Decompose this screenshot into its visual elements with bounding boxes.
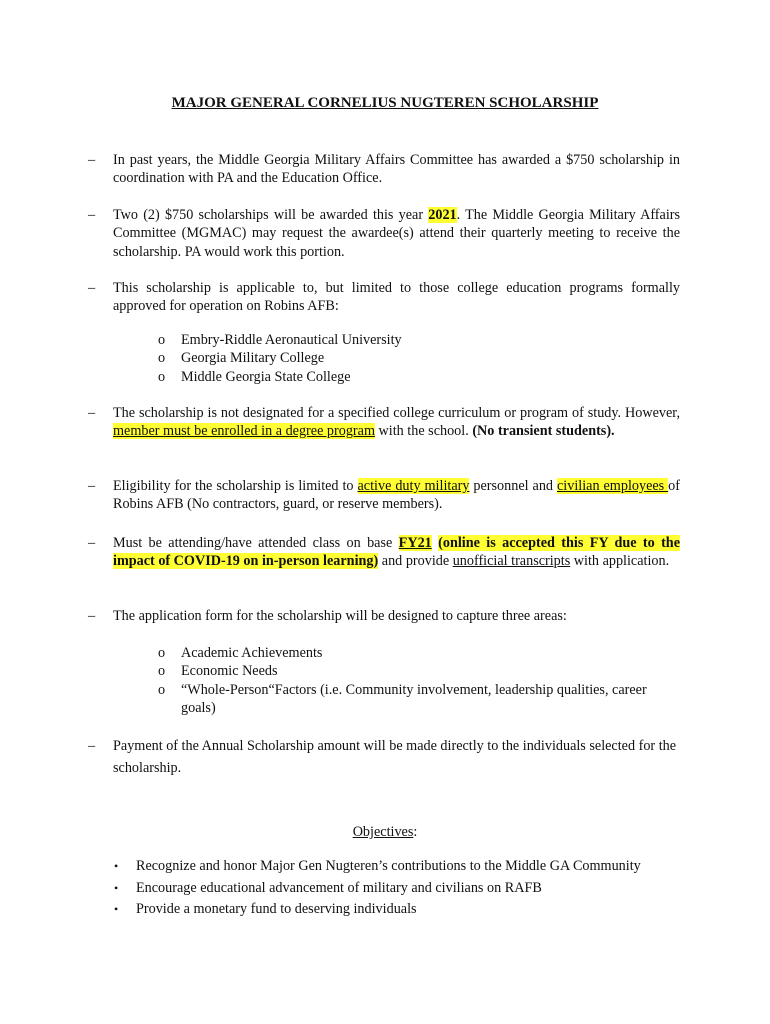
- dash-bullet: –: [88, 478, 96, 494]
- paragraph-text: The scholarship is not designated for a specified college curriculum or program of study. However,: [113, 405, 680, 421]
- objective-text: Provide a monetary fund to deserving individuals: [136, 901, 417, 917]
- paragraph-text: personnel and: [469, 478, 557, 494]
- paragraph-text: The application form for the scholarship will be designed to capture three areas:: [113, 608, 567, 624]
- paragraph-payment: [88, 735, 683, 779]
- list-item: [158, 368, 681, 386]
- paragraph-text: Payment of the Annual Scholarship amount will be made directly to the individuals selected for the scholarship.: [113, 738, 677, 776]
- list-item: [158, 644, 681, 662]
- page-title: MAJOR GENERAL CORNELIUS NUGTEREN SCHOLARSHIP: [171, 95, 599, 111]
- paragraph-application-form: [88, 607, 680, 625]
- dash-bullet: –: [88, 152, 96, 168]
- paragraph-past-years: [88, 151, 680, 188]
- objectives-heading: [0, 823, 770, 841]
- highlight-active-duty: active duty military: [357, 478, 470, 494]
- objectives-colon: :: [413, 824, 418, 840]
- objectives-title: Objectives: [352, 824, 414, 840]
- paragraph-text: Two (2) $750 scholarships will be awarded this year: [113, 207, 429, 223]
- objectives-list: [114, 857, 696, 922]
- list-item: [158, 662, 681, 680]
- paragraph-text: . The Middle Georgia Military Affairs Committee (MGMAC) may request the awardee(s) attend their quarterly meeting to receive the scholarship. PA would work this portion.: [113, 207, 681, 260]
- paragraph-text: Eligibility for the scholarship is limited to: [113, 478, 358, 494]
- underline-transcripts: unofficial transcripts: [452, 553, 571, 570]
- list-item: [114, 879, 696, 901]
- bullet-dot: •: [114, 859, 119, 873]
- circle-bullet: o: [158, 368, 166, 385]
- paragraph-eligibility: [88, 477, 680, 514]
- circle-bullet: o: [158, 663, 166, 680]
- circle-bullet: o: [158, 645, 166, 661]
- highlight-civilian-employees: civilian employees: [557, 478, 669, 494]
- dash-bullet: –: [88, 207, 96, 223]
- paragraph-text: with the school.: [374, 423, 473, 440]
- paragraph-text: of Robins AFB (No contractors, guard, or reserve members).: [113, 478, 680, 513]
- circle-bullet: o: [158, 681, 166, 698]
- areas-list: [158, 644, 681, 718]
- list-item: [158, 681, 681, 718]
- bullet-dot: •: [114, 902, 119, 916]
- paragraph-curriculum: [88, 404, 680, 441]
- highlight-degree-program: member must be enrolled in a degree program: [113, 423, 375, 440]
- paragraph-text: This scholarship is applicable to, but limited to those college education programs formally approved for operation on Robins AFB:: [113, 280, 680, 315]
- area-name: “Whole-Person“Factors (i.e. Community involvement, leadership qualities, career goals): [181, 681, 647, 717]
- paragraph-two-scholarships: [88, 206, 681, 261]
- paragraph-applicable: [88, 279, 680, 316]
- school-name: Embry-Riddle Aeronautical University: [181, 332, 402, 348]
- objective-text: Recognize and honor Major Gen Nugteren’s contributions to the Middle GA Community: [136, 858, 641, 874]
- bold-no-transient: (No transient students).: [472, 423, 615, 440]
- paragraph-text: with application.: [570, 553, 670, 570]
- paragraph-attending: [88, 534, 680, 571]
- area-name: Economic Needs: [181, 663, 278, 680]
- area-name: Academic Achievements: [181, 645, 323, 661]
- dash-bullet: –: [88, 535, 96, 551]
- paragraph-text: Must be attending/have attended class on base: [113, 535, 399, 551]
- list-item: [114, 857, 696, 879]
- objective-text: Encourage educational advancement of military and civilians on RAFB: [136, 879, 542, 896]
- dash-bullet: –: [88, 405, 96, 421]
- dash-bullet: –: [88, 280, 96, 296]
- circle-bullet: o: [158, 332, 166, 348]
- school-name: Georgia Military College: [181, 350, 325, 367]
- dash-bullet: –: [88, 738, 96, 754]
- highlight-year: 2021: [428, 207, 457, 223]
- paragraph-text: and provide: [378, 553, 453, 570]
- paragraph-text: In past years, the Middle Georgia Military Affairs Committee has awarded a $750 scholarship in coordination with PA and the Education Office.: [113, 152, 680, 187]
- list-item: [158, 331, 681, 349]
- highlight-online-accepted: (online is accepted this FY due to the impact of COVID-19 on in-person learning): [113, 535, 680, 570]
- highlight-fy21: FY21: [398, 535, 432, 551]
- list-item: [158, 349, 681, 367]
- dash-bullet: –: [88, 608, 96, 624]
- bullet-dot: •: [114, 880, 119, 895]
- school-list: [158, 331, 681, 386]
- list-item: [114, 900, 696, 922]
- school-name: Middle Georgia State College: [181, 368, 351, 385]
- circle-bullet: o: [158, 350, 166, 367]
